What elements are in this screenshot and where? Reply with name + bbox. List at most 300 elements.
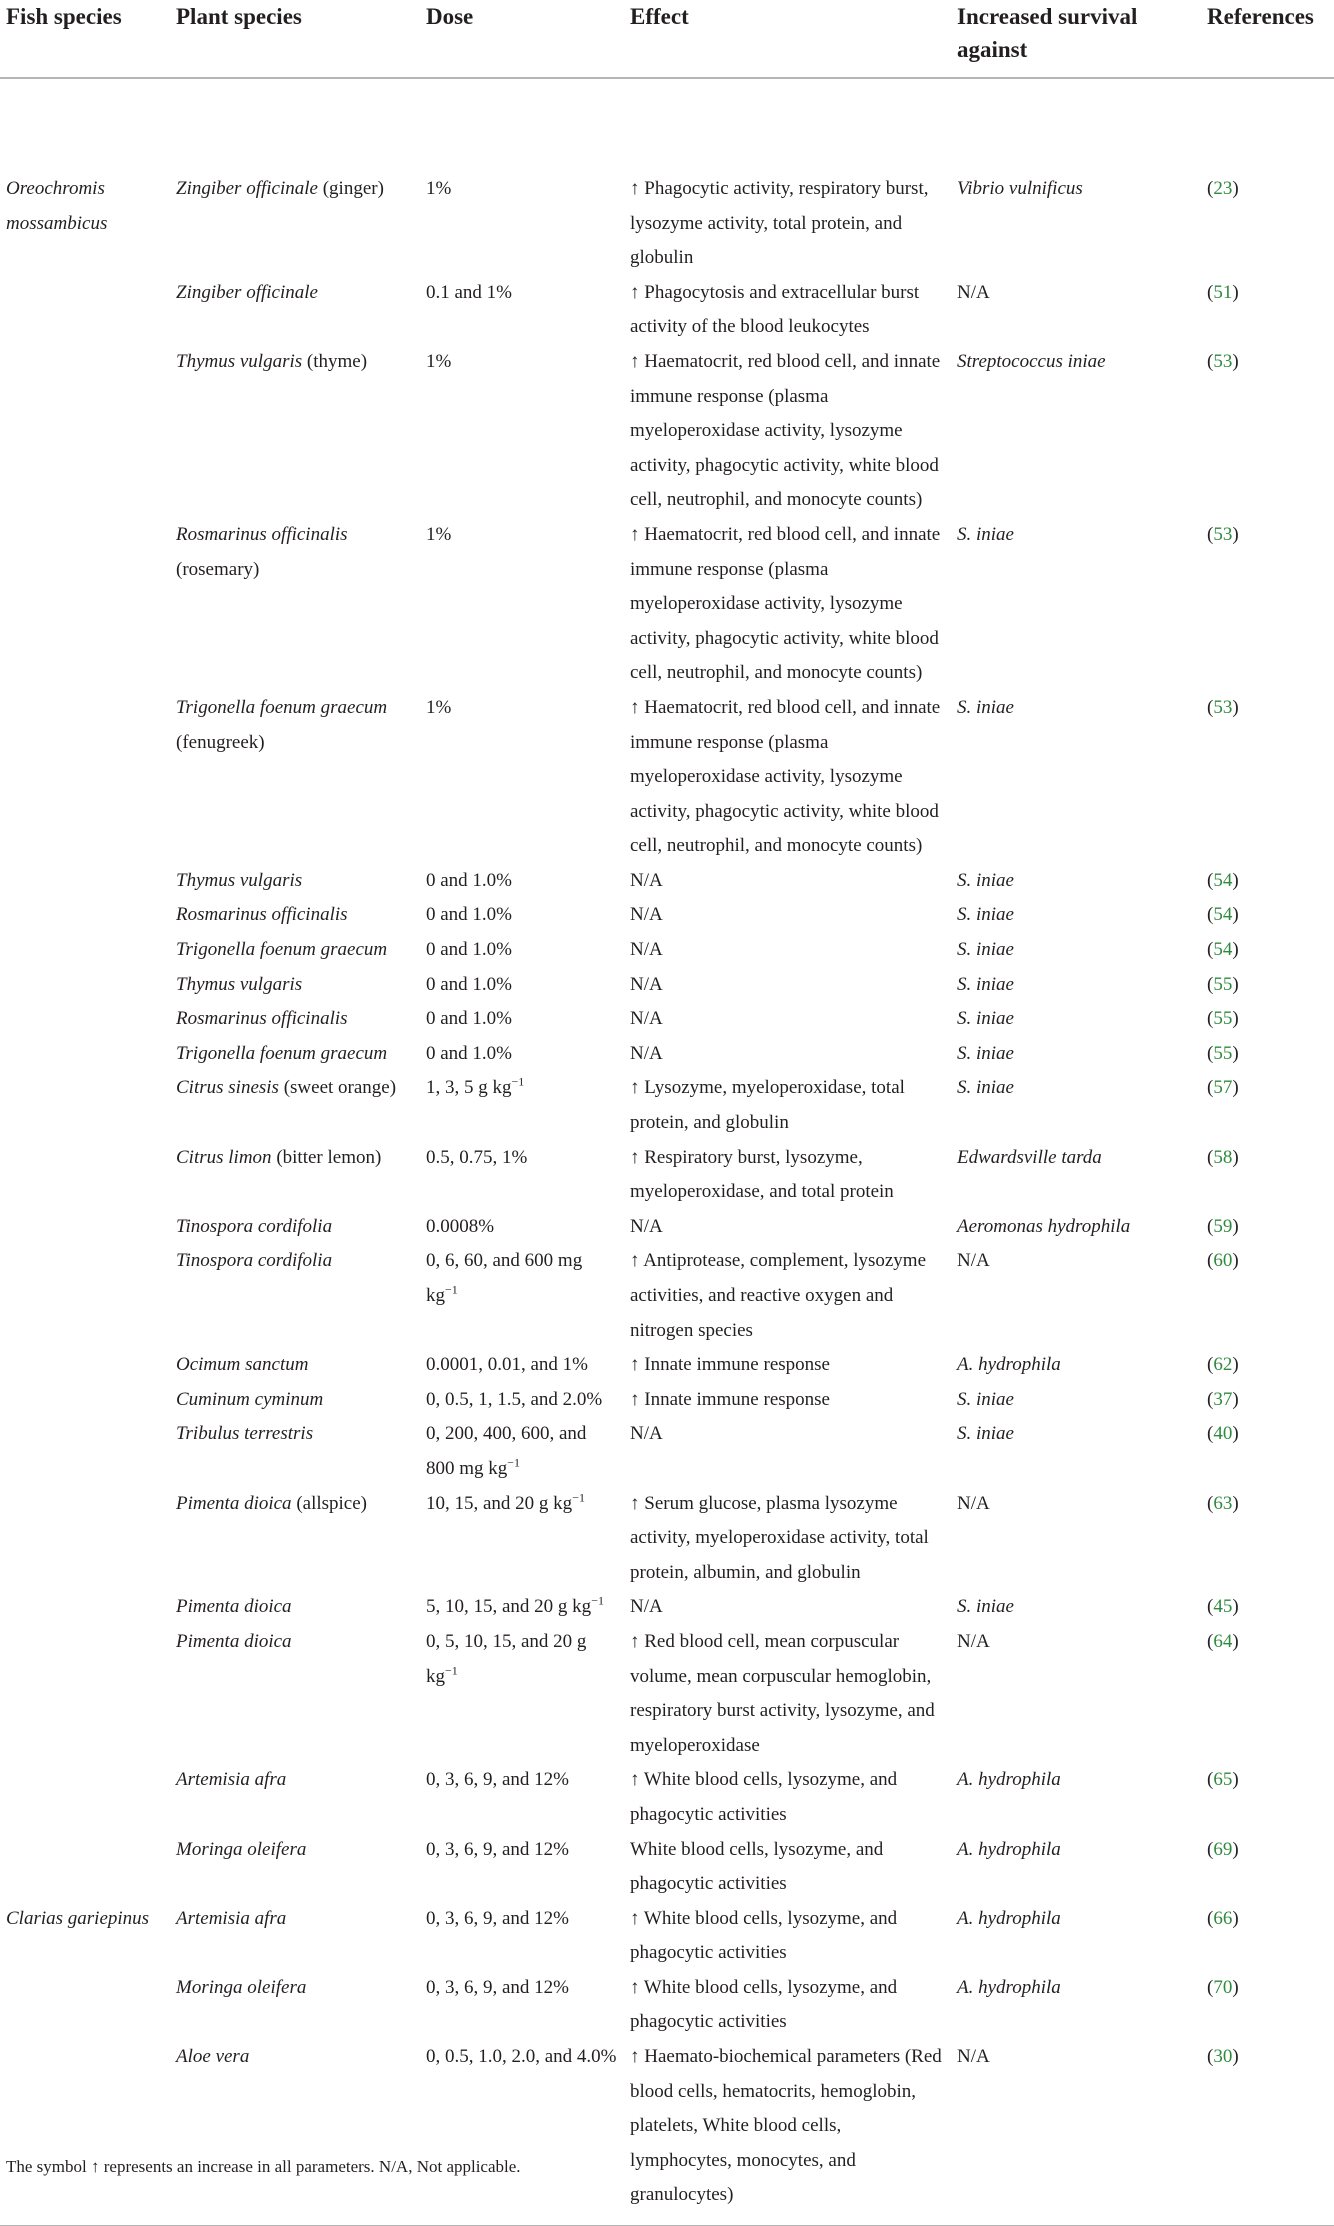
dose-value: 0, 6, 60, and 600 mg kg (426, 1250, 583, 1306)
effect-cell (624, 1590, 951, 1625)
header-references: References (1201, 0, 1334, 78)
effect-cell (624, 1037, 951, 1072)
reference-link[interactable]: 57 (1213, 1077, 1233, 1099)
plant-species-name: Thymus vulgaris (176, 869, 303, 891)
dose-cell (420, 1141, 624, 1210)
fish-species-name: Clarias gariepinus (6, 1907, 150, 1929)
dose-cell (420, 1210, 624, 1245)
plant-species-cell (170, 968, 420, 1003)
header-effect: Effect (624, 0, 951, 78)
survival-pathogen: S. iniae (957, 1423, 1014, 1445)
dose-value: 0, 3, 6, 9, and 12% (426, 1976, 570, 1998)
reference-cell (1201, 1383, 1334, 1418)
reference-link[interactable]: 65 (1213, 1769, 1233, 1791)
ref-paren-open: ( (1207, 523, 1214, 545)
table-row (0, 1383, 1334, 1418)
reference-cell (1201, 933, 1334, 968)
survival-pathogen: S. iniae (957, 939, 1014, 961)
plant-species-name: Thymus vulgaris (176, 350, 303, 372)
reference-link[interactable]: 55 (1213, 973, 1233, 995)
plant-species-name: Pimenta dioica (176, 1630, 292, 1652)
dose-exponent: −1 (591, 1594, 604, 1609)
plant-species-cell (170, 1210, 420, 1245)
dose-exponent: −1 (445, 1282, 458, 1297)
ref-paren-open: ( (1207, 2046, 1214, 2068)
survival-pathogen: S. iniae (957, 1596, 1014, 1618)
effect-cell (624, 518, 951, 691)
dose-cell (420, 345, 624, 518)
survival-pathogen: A. hydrophila (957, 1976, 1061, 1998)
dose-exponent: −1 (572, 1490, 585, 1505)
ref-paren-open: ( (1207, 1423, 1214, 1445)
dose-exponent: −1 (511, 1075, 525, 1090)
ref-paren-open: ( (1207, 696, 1214, 718)
fish-species-cell (0, 1141, 170, 1210)
plant-common-name: (allspice) (291, 1492, 367, 1514)
plant-species-cell (170, 1383, 420, 1418)
table-row (0, 1002, 1334, 1037)
fish-species-cell (0, 1037, 170, 1072)
effect-text: N/A (630, 973, 663, 995)
reference-link[interactable]: 58 (1213, 1146, 1233, 1168)
ref-paren-open: ( (1207, 1008, 1214, 1030)
fish-species-cell (0, 345, 170, 518)
reference-cell (1201, 691, 1334, 864)
ref-paren-close: ) (1232, 1146, 1239, 1168)
effect-cell (624, 1348, 951, 1383)
fish-species-cell (0, 518, 170, 691)
dose-cell (420, 1037, 624, 1072)
effect-text: ↑ Haematocrit, red blood cell, and innate immune response (plasma myeloperoxidase activity, lysozyme activity, phagocytic activity, white blood cell, neutrophil, and monocyte counts) (630, 696, 941, 857)
reference-link[interactable]: 59 (1213, 1215, 1233, 1237)
ref-paren-close: ) (1232, 973, 1239, 995)
fish-species-cell (0, 1590, 170, 1625)
survival-pathogen: A. hydrophila (957, 1838, 1061, 1860)
survival-cell (951, 1590, 1201, 1625)
survival-cell (951, 1071, 1201, 1140)
survival-pathogen: S. iniae (957, 973, 1014, 995)
survival-pathogen: S. iniae (957, 904, 1014, 926)
plant-species-name: Citrus sinesis (176, 1077, 279, 1099)
reference-link[interactable]: 63 (1213, 1492, 1233, 1514)
fish-species-cell (0, 933, 170, 968)
fish-species-cell (0, 1244, 170, 1348)
ref-paren-open: ( (1207, 1838, 1214, 1860)
reference-link[interactable]: 40 (1213, 1423, 1233, 1445)
effect-text: White blood cells, lysozyme, and phagocytic activities (630, 1838, 884, 1895)
fish-species-cell (0, 1833, 170, 1902)
survival-cell (951, 1141, 1201, 1210)
effect-text: N/A (630, 1042, 663, 1064)
fish-species-cell (0, 1210, 170, 1245)
survival-pathogen: Streptococcus iniae (957, 350, 1106, 372)
dose-value: 0, 3, 6, 9, and 12% (426, 1838, 570, 1860)
plant-species-cell (170, 1002, 420, 1037)
reference-link[interactable]: 69 (1213, 1838, 1233, 1860)
survival-pathogen: S. iniae (957, 696, 1014, 718)
reference-link[interactable]: 66 (1213, 1907, 1233, 1929)
ref-paren-open: ( (1207, 973, 1214, 995)
plant-species-cell (170, 691, 420, 864)
dose-value: 0.0008% (426, 1215, 495, 1237)
plant-species-cell (170, 276, 420, 345)
plant-species-name: Citrus limon (176, 1146, 272, 1168)
survival-cell (951, 1383, 1201, 1418)
plant-species-name: Pimenta dioica (176, 1492, 292, 1514)
reference-link[interactable]: 23 (1213, 178, 1233, 199)
ref-paren-close: ) (1232, 1838, 1239, 1860)
ref-paren-close: ) (1232, 1492, 1239, 1514)
reference-link[interactable]: 54 (1213, 869, 1233, 891)
dose-value: 1, 3, 5 g kg (426, 1077, 512, 1099)
plant-species-name: Aloe vera (176, 2046, 250, 2068)
reference-link[interactable]: 54 (1213, 939, 1233, 961)
table-row (0, 1763, 1334, 1832)
ref-paren-close: ) (1232, 2046, 1239, 2068)
table-row (0, 78, 1334, 276)
plant-common-name: (sweet orange) (278, 1077, 397, 1099)
dose-value: 0, 5, 10, 15, and 20 g kg (426, 1630, 587, 1687)
dose-value: 0, 0.5, 1, 1.5, and 2.0% (426, 1388, 603, 1410)
effect-cell (624, 2040, 951, 2225)
dose-cell (420, 1487, 624, 1591)
plant-species-cell (170, 1902, 420, 1971)
effect-text: N/A (630, 939, 663, 961)
effect-text: ↑ Red blood cell, mean corpuscular volume, mean corpuscular hemoglobin, respiratory burst activity, lysozyme, and myeloperoxidase (630, 1630, 935, 1756)
reference-cell (1201, 1071, 1334, 1140)
plant-common-name: (bitter lemon) (271, 1146, 382, 1168)
effect-text: ↑ Haematocrit, red blood cell, and innate immune response (plasma myeloperoxidase activity, lysozyme activity, phagocytic activity, white blood cell, neutrophil, and monocyte counts) (630, 523, 941, 684)
table-row (0, 1971, 1334, 2040)
ref-paren-close: ) (1232, 1976, 1239, 1998)
plant-common-name: (ginger) (317, 178, 384, 199)
ref-paren-open: ( (1207, 1042, 1214, 1064)
plant-species-name: Artemisia afra (176, 1907, 287, 1929)
fish-species-cell (0, 968, 170, 1003)
plant-species-name: Thymus vulgaris (176, 973, 303, 995)
dose-value: 0.1 and 1% (426, 281, 513, 303)
ref-paren-close: ) (1232, 904, 1239, 926)
table-row (0, 1348, 1334, 1383)
reference-link[interactable]: 54 (1213, 904, 1233, 926)
table-row (0, 1625, 1334, 1763)
dose-cell (420, 933, 624, 968)
plant-species-cell (170, 1833, 420, 1902)
table-footnote: The symbol ↑ represents an increase in all parameters. N/A, Not applicable. (6, 2157, 521, 2176)
dose-value: 0 and 1.0% (426, 869, 513, 891)
survival-pathogen: N/A (957, 1630, 990, 1652)
fish-species-cell (0, 2040, 170, 2225)
ref-paren-close: ) (1232, 939, 1239, 961)
plant-species-cell (170, 1348, 420, 1383)
reference-link[interactable]: 37 (1213, 1388, 1233, 1410)
table-row (0, 933, 1334, 968)
effect-cell (624, 1141, 951, 1210)
plant-species-cell (170, 1487, 420, 1591)
survival-cell (951, 864, 1201, 899)
reference-link[interactable]: 53 (1213, 523, 1233, 545)
reference-link[interactable]: 30 (1213, 2046, 1233, 2068)
table-row (0, 1141, 1334, 1210)
ref-paren-close: ) (1232, 523, 1239, 545)
ref-paren-close: ) (1232, 1388, 1239, 1410)
dose-value: 0, 3, 6, 9, and 12% (426, 1769, 570, 1791)
dose-cell (420, 1002, 624, 1037)
reference-cell (1201, 1625, 1334, 1763)
plant-species-cell (170, 1071, 420, 1140)
survival-pathogen: S. iniae (957, 1008, 1014, 1030)
ref-paren-open: ( (1207, 350, 1214, 372)
ref-paren-open: ( (1207, 1596, 1214, 1618)
reference-link[interactable]: 45 (1213, 1596, 1233, 1618)
reference-cell (1201, 1210, 1334, 1245)
reference-link[interactable]: 53 (1213, 350, 1233, 372)
plant-species-name: Zingiber officinale (176, 281, 318, 303)
dose-cell (420, 1383, 624, 1418)
effect-text: ↑ Innate immune response (630, 1354, 830, 1376)
effect-text: ↑ Innate immune response (630, 1388, 830, 1410)
fish-species-cell (0, 1763, 170, 1832)
plant-species-cell (170, 1971, 420, 2040)
dose-cell (420, 1071, 624, 1140)
header-survival: Increased survival against (951, 0, 1201, 78)
plant-species-cell (170, 518, 420, 691)
plant-species-cell (170, 933, 420, 968)
fish-species-cell (0, 1487, 170, 1591)
dose-value: 1% (426, 350, 452, 372)
reference-cell (1201, 968, 1334, 1003)
reference-cell (1201, 1002, 1334, 1037)
table-row (0, 1037, 1334, 1072)
effect-cell (624, 933, 951, 968)
ref-paren-open: ( (1207, 1388, 1214, 1410)
fish-species-cell (0, 864, 170, 899)
ref-paren-open: ( (1207, 1907, 1214, 1929)
effect-cell (624, 276, 951, 345)
reference-cell (1201, 276, 1334, 345)
survival-cell (951, 968, 1201, 1003)
plant-species-cell (170, 345, 420, 518)
ref-paren-open: ( (1207, 904, 1214, 926)
plant-species-cell (170, 1417, 420, 1486)
effect-cell (624, 1763, 951, 1832)
fish-species-cell (0, 1971, 170, 2040)
table-row (0, 276, 1334, 345)
effect-cell (624, 345, 951, 518)
dose-value: 1% (426, 696, 452, 718)
reference-cell (1201, 345, 1334, 518)
reference-link[interactable]: 62 (1213, 1354, 1233, 1376)
effect-cell (624, 1002, 951, 1037)
plant-species-cell (170, 1763, 420, 1832)
effect-text: N/A (630, 1215, 663, 1237)
plant-species-name: Tinospora cordifolia (176, 1215, 333, 1237)
effect-cell (624, 864, 951, 899)
table-row (0, 864, 1334, 899)
reference-cell (1201, 1037, 1334, 1072)
effect-cell (624, 1210, 951, 1245)
ref-paren-close: ) (1232, 1215, 1239, 1237)
plant-species-name: Cuminum cyminum (176, 1388, 324, 1410)
effect-text: ↑ Antiprotease, complement, lysozyme activities, and reactive oxygen and nitrogen species (630, 1250, 927, 1341)
ref-paren-close: ) (1232, 1077, 1239, 1099)
survival-pathogen: N/A (957, 1250, 990, 1272)
survival-cell (951, 1244, 1201, 1348)
ref-paren-open: ( (1207, 281, 1214, 303)
fish-species-cell (0, 1348, 170, 1383)
reference-link[interactable]: 64 (1213, 1630, 1233, 1652)
table-row (0, 1833, 1334, 1902)
plant-species-name: Tinospora cordifolia (176, 1250, 333, 1272)
survival-cell (951, 691, 1201, 864)
survival-cell (951, 898, 1201, 933)
header-row (0, 0, 1334, 78)
reference-link[interactable]: 55 (1213, 1008, 1233, 1030)
dose-cell (420, 968, 624, 1003)
reference-link[interactable]: 53 (1213, 696, 1233, 718)
ref-paren-open: ( (1207, 939, 1214, 961)
survival-pathogen: N/A (957, 1492, 990, 1514)
survival-cell (951, 1487, 1201, 1591)
fish-species-cell (0, 1902, 170, 1971)
reference-cell (1201, 78, 1334, 276)
reference-link[interactable]: 55 (1213, 1042, 1233, 1064)
table-row (0, 898, 1334, 933)
table-row (0, 2040, 1334, 2225)
effect-cell (624, 1971, 951, 2040)
table-row (0, 1487, 1334, 1591)
dose-value: 0.0001, 0.01, and 1% (426, 1354, 589, 1376)
dose-value: 0.5, 0.75, 1% (426, 1146, 528, 1168)
dose-cell (420, 1833, 624, 1902)
plant-species-name: Trigonella foenum graecum (176, 939, 388, 961)
ref-paren-open: ( (1207, 1250, 1214, 1272)
dose-value: 0, 200, 400, 600, and 800 mg kg (426, 1423, 587, 1479)
ref-paren-close: ) (1232, 869, 1239, 891)
reference-cell (1201, 1348, 1334, 1383)
survival-pathogen: S. iniae (957, 523, 1014, 545)
plant-species-name: Trigonella foenum graecum (176, 1042, 388, 1064)
effect-cell (624, 898, 951, 933)
survival-pathogen: S. iniae (957, 1077, 1014, 1099)
effect-text: ↑ White blood cells, lysozyme, and phagocytic activities (630, 1769, 898, 1825)
ref-paren-close: ) (1232, 696, 1239, 718)
dose-value: 1% (426, 178, 452, 199)
fish-species-cell (0, 1071, 170, 1140)
effect-text: ↑ Serum glucose, plasma lysozyme activity, myeloperoxidase activity, total protein, albumin, and globulin (630, 1492, 929, 1583)
fish-species-cell (0, 1002, 170, 1037)
survival-cell (951, 1210, 1201, 1245)
reference-cell (1201, 898, 1334, 933)
header-plant-species: Plant species (170, 0, 420, 78)
plant-species-name: Rosmarinus officinalis (176, 904, 348, 926)
dose-value: 5, 10, 15, and 20 g kg (426, 1596, 592, 1618)
dose-cell (420, 1417, 624, 1486)
effect-cell (624, 1833, 951, 1902)
survival-cell (951, 1037, 1201, 1072)
plant-species-cell (170, 78, 420, 276)
reference-cell (1201, 1417, 1334, 1486)
dose-value: 0 and 1.0% (426, 904, 513, 926)
plant-species-cell (170, 1590, 420, 1625)
table-row (0, 1417, 1334, 1486)
plant-common-name: (rosemary) (176, 558, 260, 580)
dose-cell (420, 2040, 624, 2225)
dose-cell (420, 276, 624, 345)
survival-pathogen: A. hydrophila (957, 1769, 1061, 1791)
fish-species-name: Oreochromis mossambicus (6, 178, 108, 234)
survival-pathogen: A. hydrophila (957, 1354, 1061, 1376)
plant-species-cell (170, 1037, 420, 1072)
ref-paren-open: ( (1207, 1976, 1214, 1998)
ref-paren-open: ( (1207, 869, 1214, 891)
ref-paren-open: ( (1207, 1077, 1214, 1099)
ref-paren-open: ( (1207, 1146, 1214, 1168)
fish-species-cell (0, 1417, 170, 1486)
survival-cell (951, 1833, 1201, 1902)
reference-cell (1201, 1590, 1334, 1625)
fish-species-cell (0, 691, 170, 864)
reference-link[interactable]: 60 (1213, 1250, 1233, 1272)
dose-cell (420, 1971, 624, 2040)
survival-cell (951, 276, 1201, 345)
dose-cell (420, 1902, 624, 1971)
plant-species-name: Moringa oleifera (176, 1976, 307, 1998)
ref-paren-close: ) (1232, 1008, 1239, 1030)
ref-paren-close: ) (1232, 1596, 1239, 1618)
survival-cell (951, 1348, 1201, 1383)
ref-paren-open: ( (1207, 1215, 1214, 1237)
effect-text: ↑ Phagocytic activity, respiratory burst, lysozyme activity, total protein, and globulin (630, 178, 929, 269)
effect-cell (624, 968, 951, 1003)
ref-paren-close: ) (1232, 1630, 1239, 1652)
plant-common-name: (thyme) (302, 350, 368, 372)
effect-text: ↑ Lysozyme, myeloperoxidase, total protein, and globulin (630, 1077, 905, 1134)
effect-text: ↑ White blood cells, lysozyme, and phagocytic activities (630, 1976, 898, 2033)
effect-text: ↑ Haemato-biochemical parameters (Red blood cells, hematocrits, hemoglobin, platelets, White blood cells, lymphocytes, monocytes, and granulocytes) (630, 2046, 942, 2206)
reference-cell (1201, 1244, 1334, 1348)
survival-cell (951, 2040, 1201, 2225)
survival-cell (951, 933, 1201, 968)
plant-species-name: Tribulus terrestris (176, 1423, 314, 1445)
ref-paren-open: ( (1207, 1492, 1214, 1514)
ref-paren-close: ) (1232, 1769, 1239, 1791)
survival-cell (951, 518, 1201, 691)
survival-pathogen: Aeromonas hydrophila (957, 1215, 1131, 1237)
plant-species-cell (170, 1141, 420, 1210)
ref-paren-close: ) (1232, 1423, 1239, 1445)
dose-value: 0 and 1.0% (426, 1042, 513, 1064)
plant-common-name: (fenugreek) (176, 731, 265, 753)
effect-cell (624, 1383, 951, 1418)
plant-species-cell (170, 864, 420, 899)
reference-link[interactable]: 51 (1213, 281, 1233, 303)
dose-cell (420, 1244, 624, 1348)
survival-cell (951, 1625, 1201, 1763)
effect-cell (624, 691, 951, 864)
reference-cell (1201, 864, 1334, 899)
survival-cell (951, 1763, 1201, 1832)
dose-cell (420, 1625, 624, 1763)
plant-species-name: Artemisia afra (176, 1769, 287, 1791)
effect-cell (624, 1625, 951, 1763)
table-row (0, 1210, 1334, 1245)
effect-cell (624, 1244, 951, 1348)
plant-species-name: Rosmarinus officinalis (176, 523, 348, 545)
dose-value: 0 and 1.0% (426, 1008, 513, 1030)
reference-link[interactable]: 70 (1213, 1976, 1233, 1998)
plant-species-name: Moringa oleifera (176, 1838, 307, 1860)
